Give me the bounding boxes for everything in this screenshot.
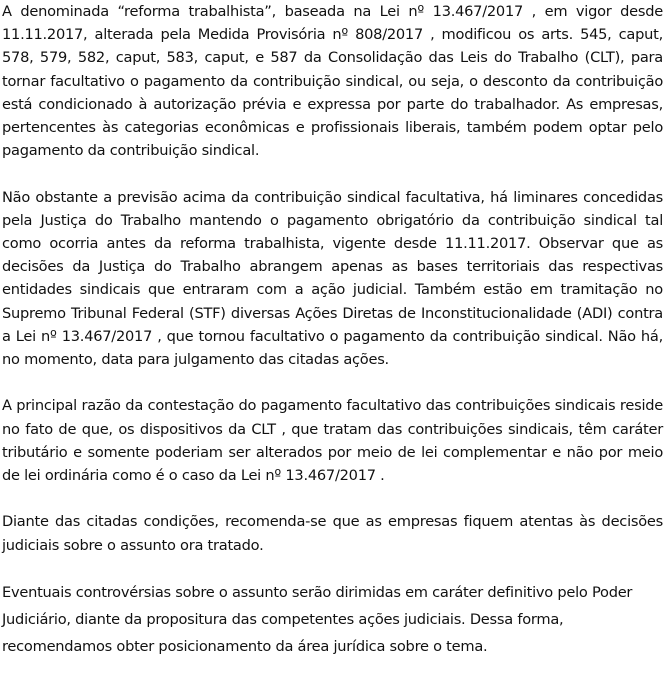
paragraph-controversias: Eventuais controvérsias sobre o assunto serão dirimidas em caráter definitivo pelo Poder Judiciário, diante da propositura das competentes ações judiciais. Dessa forma, recomendamos obter posicionamento da área jurídica sobre o tema. (2, 584, 633, 656)
paragraph-spacer (2, 557, 663, 580)
paragraph-recomendacao: Diante das citadas condições, recomenda-se que as empresas fiquem atentas às decisões judiciais sobre o assunto ora tratado. (2, 513, 663, 554)
paragraph-spacer (2, 371, 663, 394)
document-body (2, 0, 663, 660)
paragraph-liminares: Não obstante a previsão acima da contribuição sindical facultativa, há liminares concedidas pela Justiça do Trabalho mantendo o pagamento obrigatório da contribuição sindical tal como ocorria antes da reforma trabalhista, vigente desde 11.11.2017. Observar que as decisões da Justiça do Trabalho abrangem apenas as bases territoriais das respectivas entidades sindicais que entraram com a ação judicial. Também estão em tramitação no Supremo Tribunal Federal (STF) diversas Ações Diretas de Inconstitucionalidade (ADI) contra a Lei nº 13.467/2017 , que tornou facultativo o pagamento da contribuição sindical. Não há, no momento, data para julgamento das citadas ações. (2, 188, 663, 369)
paragraph-reforma-trabalhista: A denominada “reforma trabalhista”, baseada na Lei nº 13.467/2017 , em vigor desde 11.11.2017, alterada pela Medida Provisória nº 808/2017 , modificou os arts. 545, caput, 578, 579, 582, caput, 583, caput, e 587 da Consolidação das Leis do Trabalho (CLT), para tornar facultativo o pagamento da contribuição sindical, ou seja, o desconto da contribuição está condicionado à autorização prévia e expressa por parte do trabalhador. As empresas, pertencentes às categorias econômicas e profissionais liberais, também podem optar pelo pagamento da contribuição sindical. (2, 3, 663, 160)
paragraph-contestacao: A principal razão da contestação do pagamento facultativo das contribuições sindicais reside no fato de que, os dispositivos da CLT , que tratam das contribuições sindicais, têm caráter tributário e somente poderiam ser alterados por meio de lei complementar e não por meio de lei ordinária como é o caso da Lei nº 13.467/2017 . (2, 397, 663, 485)
paragraph-spacer (2, 162, 663, 185)
paragraph-spacer (2, 487, 663, 510)
